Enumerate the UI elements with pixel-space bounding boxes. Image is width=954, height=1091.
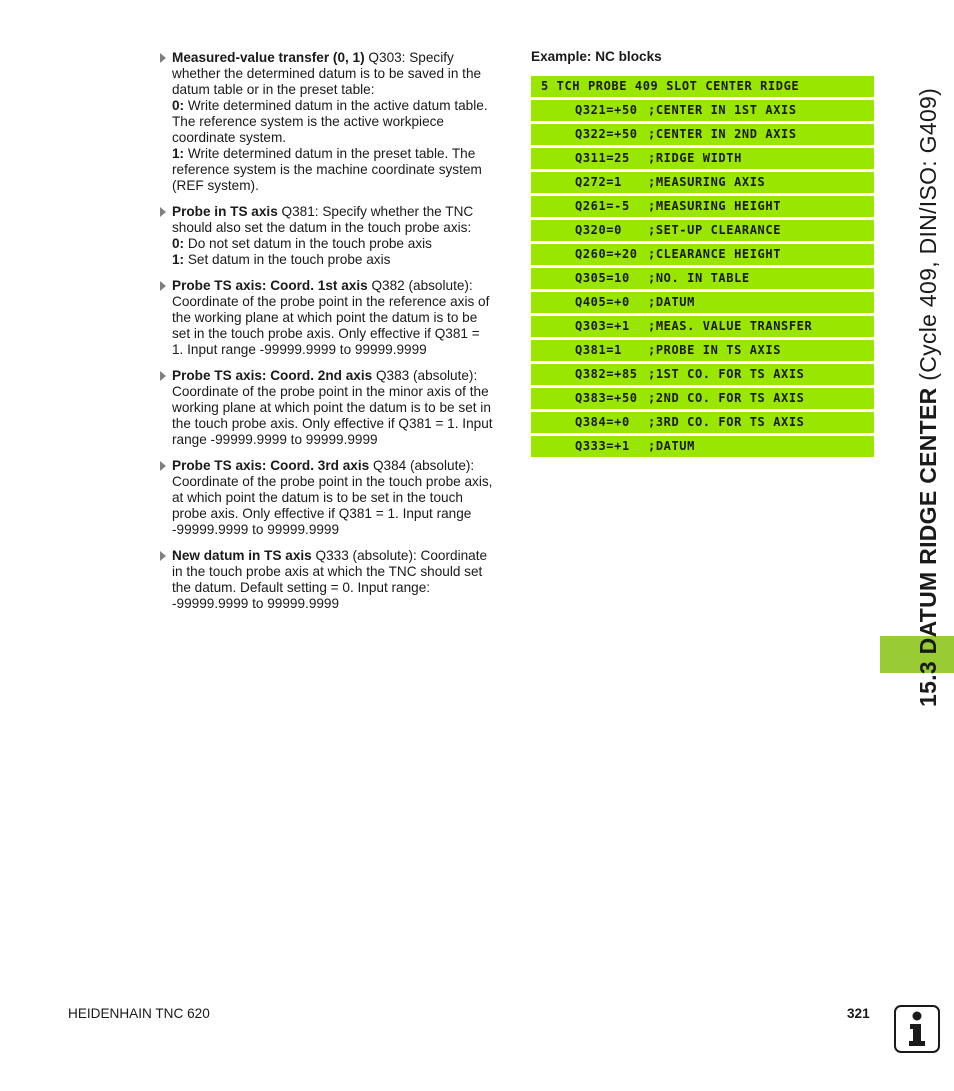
parameter-text: -99999.9999 to 99999.9999 <box>172 596 340 611</box>
info-icon-glyph <box>902 1010 932 1048</box>
nc-comment: ;SET-UP CLEARANCE <box>648 223 782 237</box>
parameter-line <box>172 416 514 432</box>
nc-block-row <box>531 172 874 193</box>
parameter-line <box>172 580 514 596</box>
nc-code: Q260=+20 <box>575 247 638 261</box>
parameter-line <box>172 220 514 236</box>
option-key: 0: <box>172 236 185 251</box>
parameter-text: the working plane at which point the datum is to be <box>172 310 478 325</box>
option-key: 0: <box>172 98 185 113</box>
nc-code: Q311=25 <box>575 151 630 165</box>
parameter-text: the datum. Default setting = 0. Input range: <box>172 580 431 595</box>
parameter-text: should also set the datum in the touch probe axis: <box>172 220 472 235</box>
parameter-list <box>158 50 514 622</box>
footer-manual: HEIDENHAIN TNC 620 <box>68 1006 210 1021</box>
parameter-title: Probe in TS axis <box>172 204 278 219</box>
nc-comment: ;PROBE IN TS AXIS <box>648 343 782 357</box>
parameter-line <box>172 400 514 416</box>
nc-block-row <box>531 268 874 289</box>
option-text: Write determined datum in the active datum table. <box>184 98 488 113</box>
nc-block-row <box>531 124 874 145</box>
nc-code: Q320=0 <box>575 223 622 237</box>
parameter-text: Q383 (absolute): <box>372 368 478 383</box>
parameter-line <box>172 236 514 252</box>
parameter-text: reference system is the machine coordinate system <box>172 162 482 177</box>
nc-comment: ;DATUM <box>648 439 695 453</box>
nc-block-row <box>531 220 874 241</box>
nc-block-row <box>531 316 874 337</box>
parameter-line <box>172 342 514 358</box>
parameter-line <box>172 114 514 130</box>
parameter-text: Coordinate of the probe point in the reference axis of <box>172 294 490 309</box>
nc-comment: ;MEASURING AXIS <box>648 175 766 189</box>
option-text: Set datum in the touch probe axis <box>184 252 391 267</box>
parameter-line <box>172 204 514 220</box>
parameter-title: Measured-value transfer (0, 1) <box>172 50 365 65</box>
nc-comment: ;CENTER IN 2ND AXIS <box>648 127 797 141</box>
parameter-line <box>172 82 514 98</box>
nc-comment: ;3RD CO. FOR TS AXIS <box>648 415 805 429</box>
nc-block-row <box>531 148 874 169</box>
parameter-title: Probe TS axis: Coord. 3rd axis <box>172 458 370 473</box>
parameter-line <box>172 98 514 114</box>
parameter-title: New datum in TS axis <box>172 548 312 563</box>
nc-comment: ;DATUM <box>648 295 695 309</box>
parameter-3 <box>158 368 514 448</box>
parameter-line <box>172 252 514 268</box>
nc-block-row <box>531 244 874 265</box>
arrow-bullet-icon <box>160 371 166 381</box>
side-header-text <box>915 88 941 707</box>
example-title: Example: NC blocks <box>531 49 662 64</box>
nc-code: Q321=+50 <box>575 103 638 117</box>
option-text: Write determined datum in the preset table. The <box>184 146 476 161</box>
parameter-line <box>172 474 514 490</box>
nc-block-list <box>531 76 874 460</box>
nc-comment: ;1ST CO. FOR TS AXIS <box>648 367 805 381</box>
nc-code: Q261=-5 <box>575 199 630 213</box>
nc-code: Q305=10 <box>575 271 630 285</box>
parameter-text: set in the touch probe axis. Only effective if Q381 = <box>172 326 480 341</box>
parameter-text: Coordinate of the probe point in the touch probe axis, <box>172 474 493 489</box>
nc-code: Q303=+1 <box>575 319 630 333</box>
parameter-line <box>172 50 514 66</box>
page-number: 321 <box>847 1006 870 1021</box>
nc-block-row <box>531 436 874 457</box>
nc-comment: ;MEASURING HEIGHT <box>648 199 782 213</box>
nc-comment: ;CENTER IN 1ST AXIS <box>648 103 797 117</box>
parameter-text: (REF system). <box>172 178 259 193</box>
parameter-text: in the touch probe axis at which the TNC should set <box>172 564 483 579</box>
parameter-text: datum table or in the preset table: <box>172 82 375 97</box>
parameter-line <box>172 458 514 474</box>
parameter-5 <box>158 548 514 612</box>
parameter-line <box>172 162 514 178</box>
parameter-line <box>172 278 514 294</box>
parameter-text: range -99999.9999 to 99999.9999 <box>172 432 378 447</box>
nc-code: Q405=+0 <box>575 295 630 309</box>
nc-code: Q382=+85 <box>575 367 638 381</box>
option-key: 1: <box>172 252 185 267</box>
parameter-line <box>172 432 514 448</box>
nc-block-row <box>531 76 874 97</box>
parameter-title: Probe TS axis: Coord. 1st axis <box>172 278 368 293</box>
side-header-light: (Cycle 409, DIN/ISO: G409) <box>915 87 941 381</box>
nc-block-row <box>531 412 874 433</box>
arrow-bullet-icon <box>160 281 166 291</box>
parameter-line <box>172 384 514 400</box>
option-text: Do not set datum in the touch probe axis <box>184 236 432 251</box>
parameter-line <box>172 490 514 506</box>
parameter-text: at which point the datum is to be set in the touch <box>172 490 463 505</box>
parameter-text: the touch probe axis. Only effective if Q381 = 1. Input <box>172 416 493 431</box>
nc-code: Q322=+50 <box>575 127 638 141</box>
nc-code: Q383=+50 <box>575 391 638 405</box>
nc-comment: ;RIDGE WIDTH <box>648 151 742 165</box>
parameter-line <box>172 506 514 522</box>
parameter-line <box>172 548 514 564</box>
nc-code: Q272=1 <box>575 175 622 189</box>
parameter-text: Q303: Specify <box>364 50 454 65</box>
nc-code: Q381=1 <box>575 343 622 357</box>
nc-comment: ;NO. IN TABLE <box>648 271 750 285</box>
parameter-2 <box>158 278 514 358</box>
nc-block-row <box>531 340 874 361</box>
option-key: 1: <box>172 146 185 161</box>
parameter-text: Q381: Specify whether the TNC <box>277 204 474 219</box>
parameter-line <box>172 130 514 146</box>
parameter-text: whether the determined datum is to be saved in the <box>172 66 482 81</box>
parameter-text: Coordinate of the probe point in the minor axis of the <box>172 384 489 399</box>
nc-comment: ;2ND CO. FOR TS AXIS <box>648 391 805 405</box>
nc-comment: ;MEAS. VALUE TRANSFER <box>648 319 813 333</box>
parameter-0 <box>158 50 514 194</box>
parameter-line <box>172 294 514 310</box>
arrow-bullet-icon <box>160 551 166 561</box>
nc-comment: ;CLEARANCE HEIGHT <box>648 247 782 261</box>
parameter-text: working plane at which point the datum is to be set in <box>172 400 491 415</box>
nc-code: Q333=+1 <box>575 439 630 453</box>
parameter-title: Probe TS axis: Coord. 2nd axis <box>172 368 373 383</box>
parameter-text: -99999.9999 to 99999.9999 <box>172 522 340 537</box>
nc-block-row <box>531 196 874 217</box>
parameter-text: coordinate system. <box>172 130 287 145</box>
info-icon <box>894 1005 940 1053</box>
nc-code: Q384=+0 <box>575 415 630 429</box>
parameter-line <box>172 368 514 384</box>
nc-block-row <box>531 364 874 385</box>
nc-block-row <box>531 100 874 121</box>
arrow-bullet-icon <box>160 207 166 217</box>
parameter-text: The reference system is the active workpiece <box>172 114 444 129</box>
side-header <box>893 40 941 740</box>
parameter-text: probe axis. Only effective if Q381 = 1. Input range <box>172 506 472 521</box>
parameter-line <box>172 178 514 194</box>
parameter-text: Q333 (absolute): Coordinate <box>311 548 488 563</box>
parameter-line <box>172 310 514 326</box>
arrow-bullet-icon <box>160 461 166 471</box>
parameter-line <box>172 326 514 342</box>
parameter-line <box>172 564 514 580</box>
parameter-line <box>172 596 514 612</box>
parameter-1 <box>158 204 514 268</box>
nc-code: 5 TCH PROBE 409 SLOT CENTER RIDGE <box>541 79 800 93</box>
parameter-text: Q382 (absolute): <box>367 278 473 293</box>
parameter-4 <box>158 458 514 538</box>
arrow-bullet-icon <box>160 53 166 63</box>
parameter-line <box>172 66 514 82</box>
parameter-text: 1. Input range -99999.9999 to 99999.9999 <box>172 342 427 357</box>
nc-block-row <box>531 292 874 313</box>
parameter-text: Q384 (absolute): <box>369 458 475 473</box>
side-header-bold: 15.3 DATUM RIDGE CENTER <box>915 380 941 707</box>
parameter-line <box>172 146 514 162</box>
parameter-line <box>172 522 514 538</box>
nc-block-row <box>531 388 874 409</box>
